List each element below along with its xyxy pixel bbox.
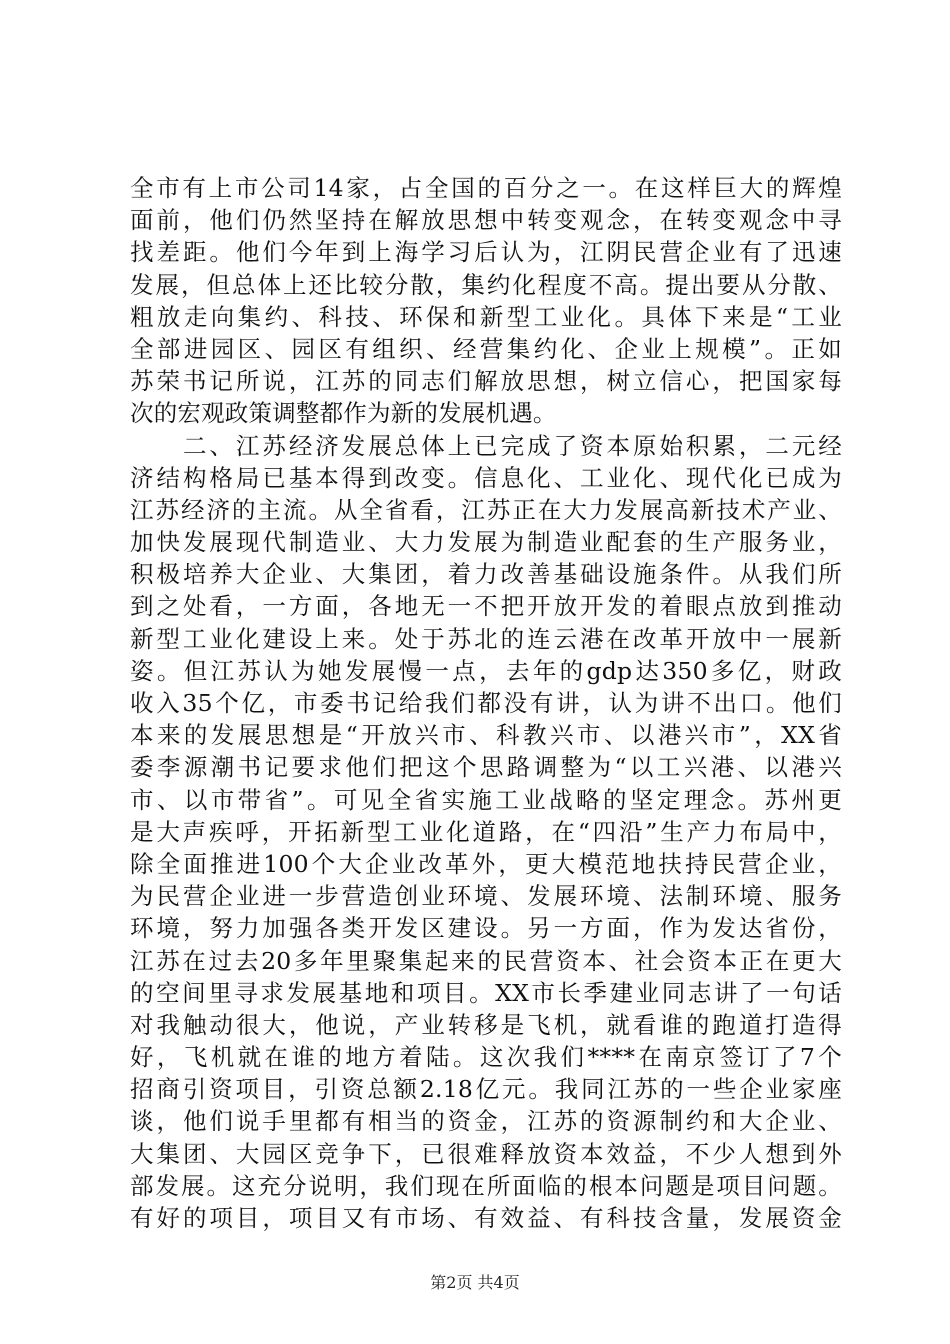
- text-line: 是大声疾呼，开拓新型工业化道路，在“四沿”生产力布局中，: [130, 817, 842, 846]
- text-line: 委李源潮书记要求他们把这个思路调整为“以工兴港、以港兴: [130, 753, 842, 782]
- text-line: 江苏在过去20多年里聚集起来的民营资本、社会资本正在更大: [130, 946, 842, 975]
- text-line: 市、以市带省”。可见全省实施工业战略的坚定理念。苏州更: [130, 785, 842, 814]
- text-line: 谈，他们说手里都有相当的资金，江苏的资源制约和大企业、: [130, 1107, 842, 1136]
- text-line: 全市有上市公司14家，占全国的百分之一。在这样巨大的辉煌: [130, 174, 842, 202]
- text-line: 发展，但总体上还比较分散，集约化程度不高。提出要从分散、: [130, 270, 842, 299]
- text-line: 找差距。他们今年到上海学习后认为，江阴民营企业有了迅速: [130, 238, 842, 267]
- text-line: 招商引资项目，引资总额2.18亿元。我同江苏的一些企业家座: [130, 1075, 842, 1104]
- text-line: 积极培养大企业、大集团，着力改善基础设施条件。从我们所: [130, 560, 842, 589]
- text-line: 环境，努力加强各类开发区建设。另一方面，作为发达省份，: [130, 914, 842, 943]
- text-line: 面前，他们仍然坚持在解放思想中转变观念，在转变观念中寻: [130, 206, 842, 235]
- text-line: 对我触动很大，他说，产业转移是飞机，就看谁的跑道打造得: [130, 1010, 842, 1039]
- text-line: 收入35个亿，市委书记给我们都没有讲，认为讲不出口。他们: [130, 689, 842, 717]
- text-line: 次的宏观政策调整都作为新的发展机遇。: [130, 399, 557, 428]
- text-line: 济结构格局已基本得到改变。信息化、工业化、现代化已成为: [130, 463, 842, 492]
- page-footer: 第2页 共4页: [430, 1273, 520, 1292]
- text-line: 江苏经济的主流。从全省看，江苏正在大力发展高新技术产业、: [130, 495, 842, 524]
- text-line: 粗放走向集约、科技、环保和新型工业化。具体下来是“工业: [130, 302, 842, 331]
- body-text: [130, 172, 842, 1234]
- text-line: 好，飞机就在谁的地方着陆。这次我们****在南京签订了7个: [130, 1043, 842, 1072]
- text-line: 全部进园区、园区有组织、经营集约化、企业上规模”。正如: [130, 334, 842, 363]
- text-line: 本来的发展思想是“开放兴市、科教兴市、以港兴市”，XX省: [130, 721, 842, 750]
- text-line: 的空间里寻求发展基地和项目。XX市长季建业同志讲了一句话: [130, 978, 842, 1007]
- text-line: 姿。但江苏认为她发展慢一点，去年的gdp达350多亿，财政: [130, 656, 842, 685]
- text-line: 为民营企业进一步营造创业环境、发展环境、法制环境、服务: [130, 882, 842, 911]
- text-line: 苏荣书记所说，江苏的同志们解放思想，树立信心，把国家每: [130, 367, 842, 396]
- text-line: 除全面推进100个大企业改革外，更大模范地扶持民营企业，: [130, 849, 842, 878]
- text-line: 加快发展现代制造业、大力发展为制造业配套的生产服务业，: [130, 528, 842, 557]
- text-line: 部发展。这充分说明，我们现在所面临的根本问题是项目问题。: [130, 1171, 842, 1200]
- text-line: 大集团、大园区竞争下，已很难释放资本效益，不少人想到外: [130, 1139, 842, 1168]
- text-line: 二、江苏经济发展总体上已完成了资本原始积累，二元经: [130, 431, 842, 460]
- text-line: 有好的项目，项目又有市场、有效益、有科技含量，发展资金: [130, 1204, 842, 1232]
- text-line: 新型工业化建设上来。处于苏北的连云港在改革开放中一展新: [130, 624, 842, 653]
- text-line: 到之处看，一方面，各地无一不把开放开发的着眼点放到推动: [130, 592, 842, 621]
